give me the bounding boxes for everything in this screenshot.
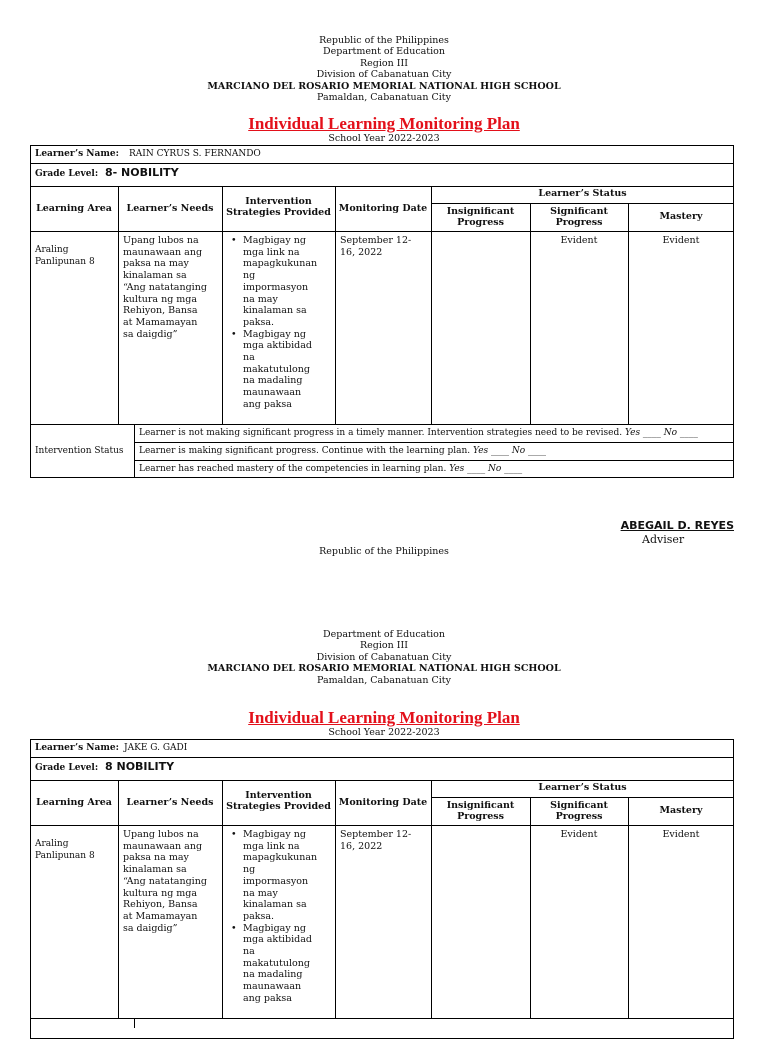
adviser-name: ABEGAIL D. REYES (620, 519, 734, 532)
strategies-cell (228, 235, 317, 411)
grade-level-value: 8 NOBILITY (105, 760, 175, 773)
adviser-role: Adviser (642, 533, 685, 546)
division-line: Division of Cabanatuan City (316, 69, 452, 81)
learners-needs-cell: Upang lubos na maunawaan ang paksa na may kinalaman sa “Ang natatanging kultura ng mga Rehiyon, Bansa at Mamamayan sa daigdig” (123, 235, 207, 340)
grade-level-label: Grade Level: (35, 763, 99, 773)
col-mastery: Mastery (659, 805, 703, 816)
col-learning-area: Learning Area (36, 797, 112, 808)
col-monitoring-date: Monitoring Date (338, 203, 428, 214)
grade-level-label: Grade Level: (35, 169, 99, 179)
region-line: Region III (359, 640, 408, 652)
col-intervention: Intervention Strategies Provided (226, 196, 331, 218)
col-learners-status: Learner’s Status (538, 782, 627, 793)
address-line: Pamaldan, Cabanatuan City (317, 674, 451, 686)
col-learners-needs: Learner’s Needs (126, 797, 214, 808)
monitoring-date-cell: September 12- 16, 2022 (340, 829, 412, 852)
status-line: Learner is not making significant progress in a timely manner. Intervention strategies need to be revised. Yes ____ No ____ (139, 428, 698, 438)
status-line: Learner is making significant progress. Continue with the learning plan. Yes ____ No ____ (139, 446, 547, 456)
school-line: MARCIANO DEL ROSARIO MEMORIAL NATIONAL HIGH SCHOOL (207, 80, 561, 92)
monitoring-date-cell: September 12- 16, 2022 (340, 235, 412, 258)
department-line: Department of Education (323, 629, 445, 640)
school-line: MARCIANO DEL ROSARIO MEMORIAL NATIONAL HIGH SCHOOL (207, 663, 561, 675)
school-year: School Year 2022-2023 (328, 727, 440, 738)
significant-cell: Evident (560, 829, 598, 840)
learner-name-label: Learner’s Name: (35, 743, 119, 753)
republic-line: Republic of the Philippines (319, 546, 449, 557)
region-line: Region III (359, 57, 408, 69)
address-line: Pamaldan, Cabanatuan City (317, 92, 451, 104)
department-line: Department of Education (323, 46, 445, 58)
col-learners-needs: Learner’s Needs (126, 203, 214, 214)
plan-title: Individual Learning Monitoring Plan (248, 114, 520, 133)
significant-cell: Evident (560, 235, 598, 246)
col-significant: Significant Progress (550, 800, 608, 822)
mastery-cell: Evident (662, 235, 700, 246)
col-insignificant: Insignificant Progress (446, 800, 515, 822)
col-mastery: Mastery (659, 211, 703, 222)
strategy-item: • Magbigay ng mga aktibidad na makatutulong na madaling maunawaan ang paksa (228, 329, 317, 411)
school-year: School Year 2022-2023 (328, 133, 440, 144)
learning-area-cell: Araling Panlipunan 8 (35, 839, 95, 861)
learner-name-value: JAKE G. GADI (124, 743, 188, 753)
mastery-cell: Evident (662, 829, 700, 840)
strategy-item: • Magbigay ng mga aktibidad na makatutulong na madaling maunawaan ang paksa (228, 923, 317, 1005)
learner-name-label: Learner’s Name: (35, 149, 119, 159)
strategy-item: • Magbigay ng mga link na mapagkukunan ng impormasyon na may kinalaman sa paksa. (228, 235, 317, 329)
col-monitoring-date: Monitoring Date (338, 797, 428, 808)
grade-level-value: 8- NOBILITY (105, 166, 179, 179)
learners-needs-cell: Upang lubos na maunawaan ang paksa na may kinalaman sa “Ang natatanging kultura ng mga Rehiyon, Bansa at Mamamayan sa daigdig” (123, 829, 207, 934)
col-learners-status: Learner’s Status (538, 188, 627, 199)
intervention-status-label: Intervention Status (35, 446, 124, 456)
division-line: Division of Cabanatuan City (316, 651, 452, 663)
learner-name-value: RAIN CYRUS S. FERNANDO (129, 149, 261, 159)
col-insignificant: Insignificant Progress (446, 206, 515, 228)
strategies-cell (228, 829, 317, 1005)
col-significant: Significant Progress (550, 206, 608, 228)
republic-line: Republic of the Philippines (319, 35, 449, 46)
plan-title: Individual Learning Monitoring Plan (248, 708, 520, 727)
letterhead (0, 629, 768, 686)
learning-area-cell: Araling Panlipunan 8 (35, 245, 95, 267)
col-intervention: Intervention Strategies Provided (226, 790, 331, 812)
status-line: Learner has reached mastery of the competencies in learning plan. Yes ____ No ____ (139, 464, 523, 474)
col-learning-area: Learning Area (36, 203, 112, 214)
strategy-item: • Magbigay ng mga link na mapagkukunan ng impormasyon na may kinalaman sa paksa. (228, 829, 317, 923)
letterhead (0, 35, 768, 103)
